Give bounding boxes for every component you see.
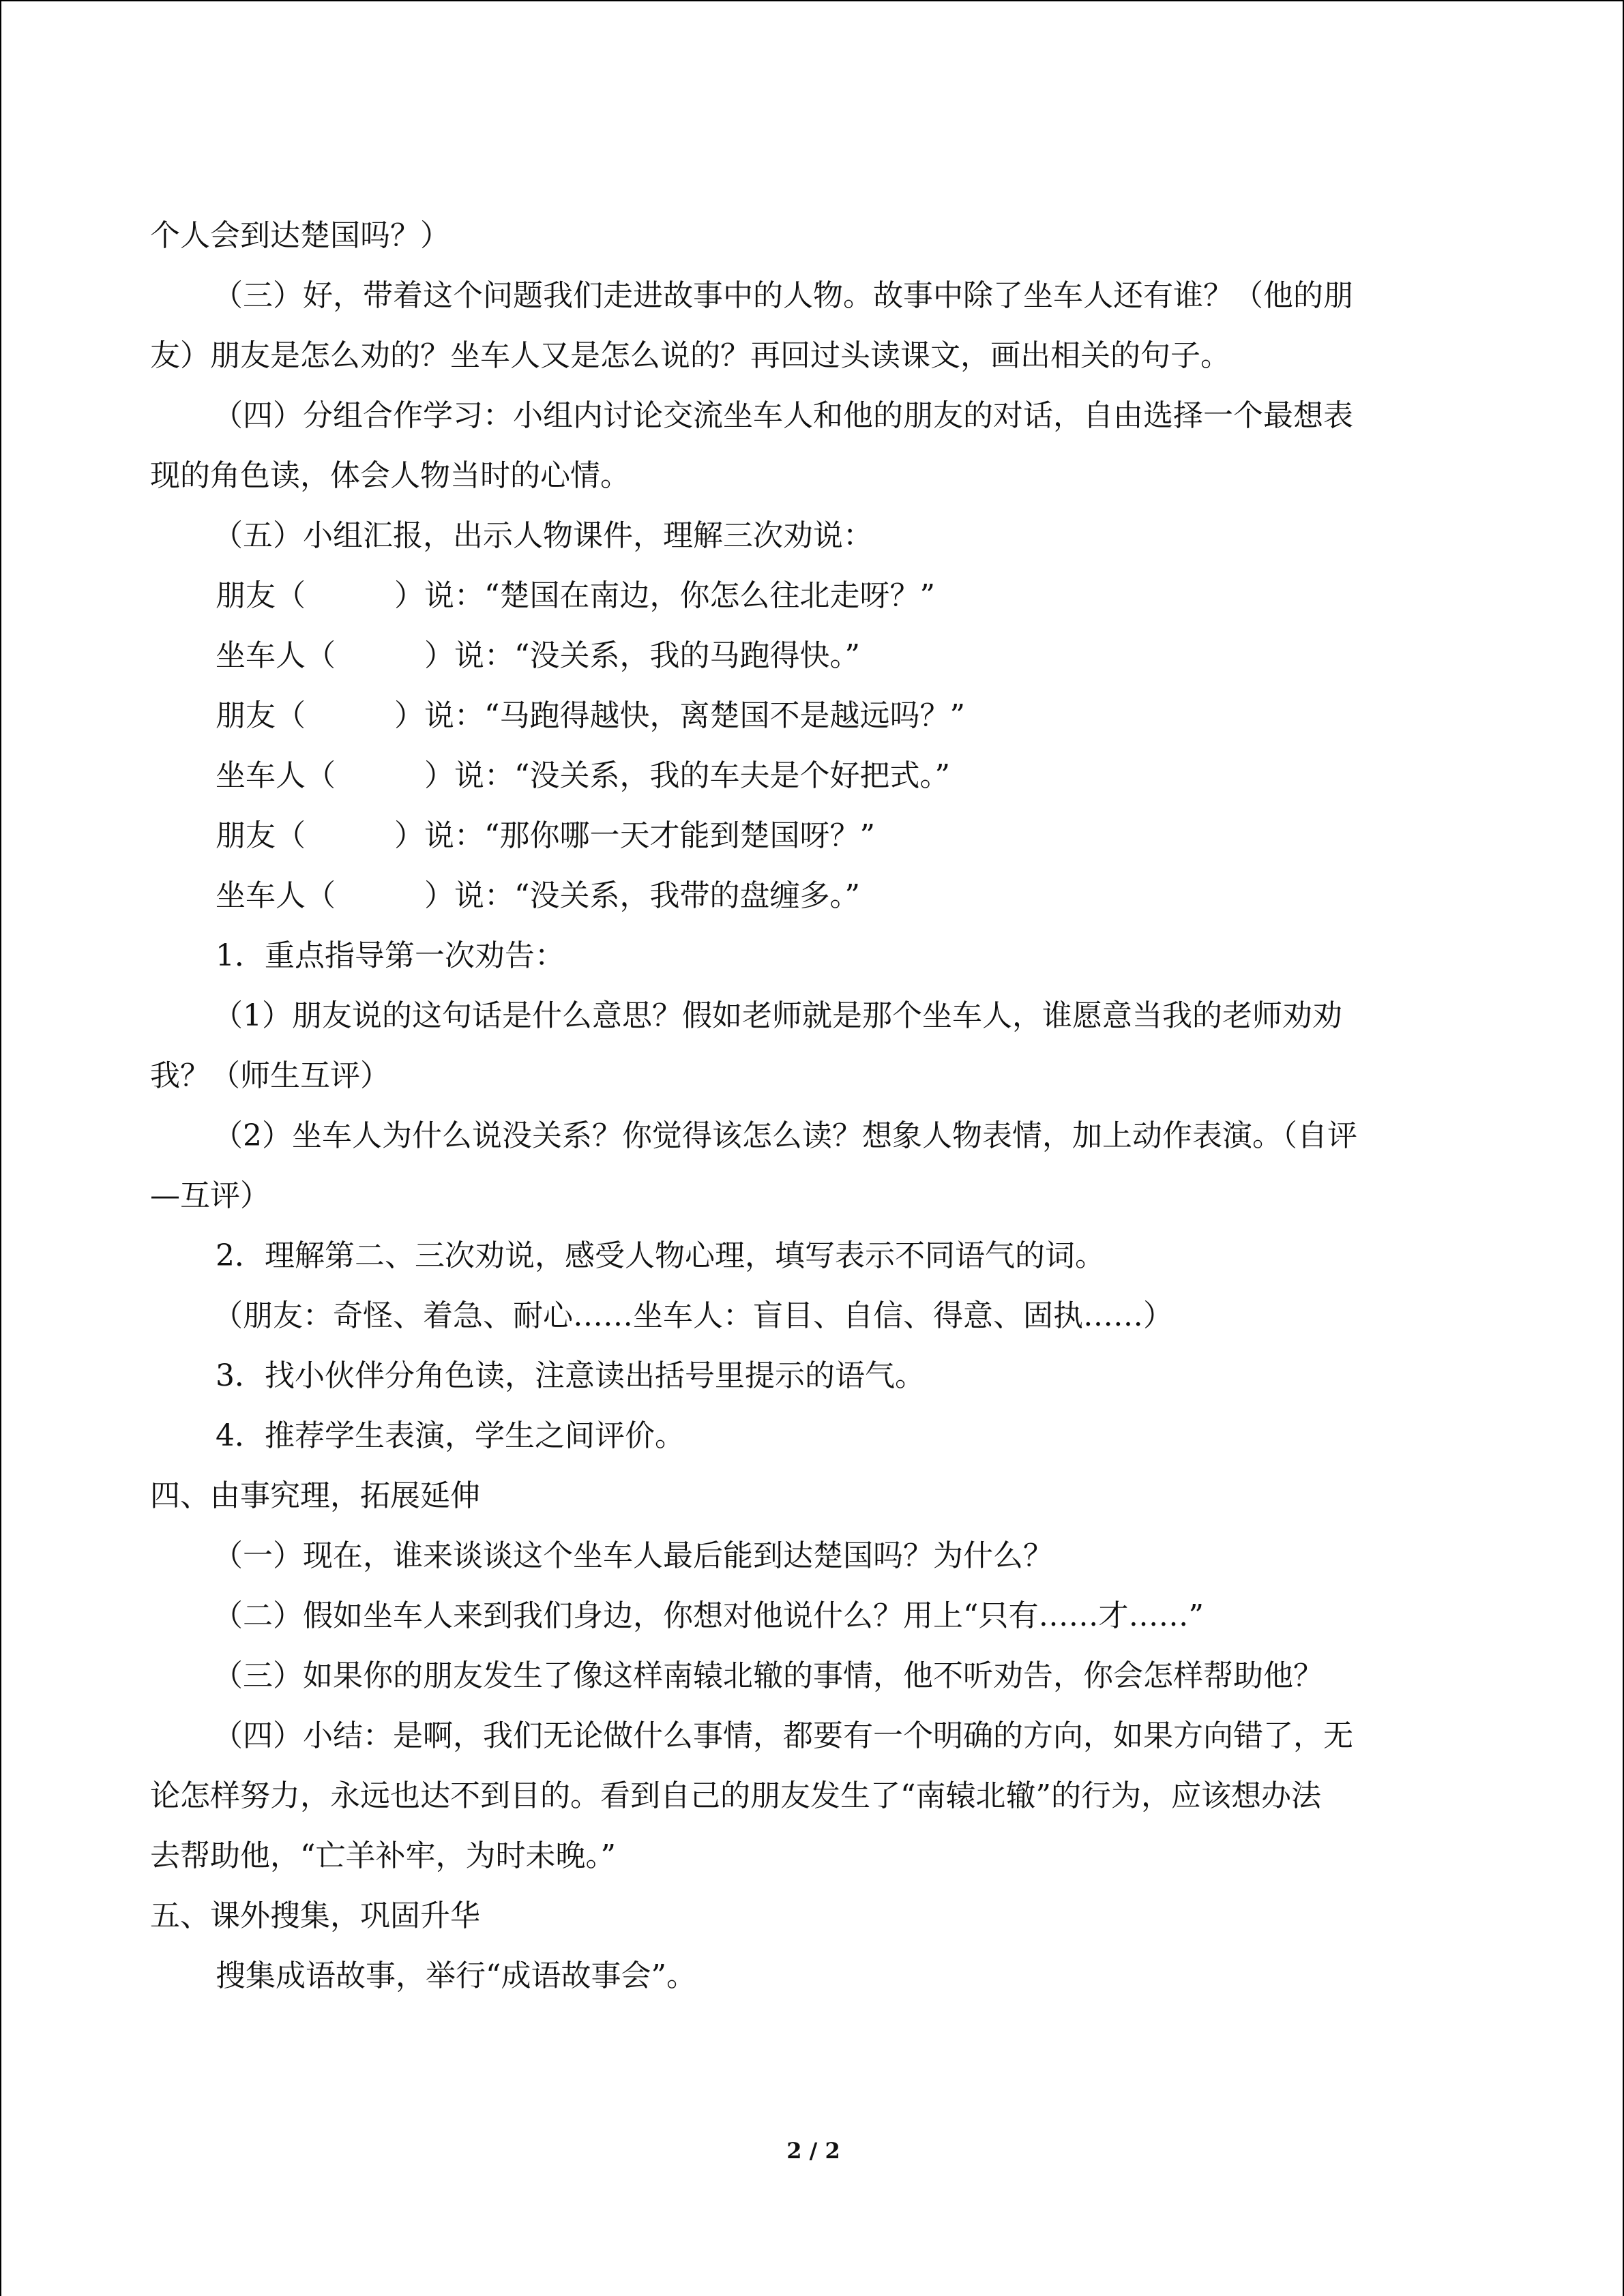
blank-open: （ [306, 638, 336, 673]
dialogue-quote: “马跑得越快，离楚国不是越远吗？” [484, 698, 965, 733]
text-line: （朋友：奇怪、着急、耐心……坐车人：盲目、自信、得意、固执……） [213, 1298, 1173, 1333]
text-line: （2）坐车人为什么说没关系？你觉得该怎么读？想象人物表情，加上动作表演。（自评 [213, 1118, 1357, 1153]
text-line: 论怎样努力，永远也达不到目的。看到自己的朋友发生了“南辕北辙”的行为，应该想办法 [150, 1778, 1321, 1813]
dialogue-line [150, 686, 1458, 746]
text-line: 友）朋友是怎么劝的？坐车人又是怎么说的？再回过头读课文，画出相关的句子。 [150, 338, 1230, 373]
blank-close: ）说： [394, 698, 484, 733]
text-line: （1）朋友说的这句话是什么意思？假如老师就是那个坐车人，谁愿意当我的老师劝劝 [213, 998, 1342, 1033]
text-line: 我？（师生互评） [150, 1058, 390, 1093]
dialogue-quote: “没关系，我的马跑得快。” [514, 638, 860, 673]
dialogue-quote: “楚国在南边，你怎么往北走呀？” [484, 578, 935, 613]
dialogue-speaker: 朋友 [216, 698, 276, 733]
text-line: （一）现在，谁来谈谈这个坐车人最后能到达楚国吗？为什么？ [213, 1538, 1053, 1573]
dialogue-line [150, 566, 1458, 626]
dialogue-speaker: 朋友 [216, 818, 276, 853]
blank-open: （ [276, 818, 306, 853]
blank-close: ）说： [394, 818, 484, 853]
text-line: （三）如果你的朋友发生了像这样南辕北辙的事情，他不听劝告，你会怎样帮助他？ [213, 1658, 1323, 1693]
text-line: 1．重点指导第一次劝告： [216, 938, 565, 973]
section-heading: 四、由事究理，拓展延伸 [150, 1478, 480, 1513]
dialogue-line [150, 626, 1458, 686]
blank-open: （ [276, 698, 306, 733]
text-line: 3．找小伙伴分角色读，注意读出括号里提示的语气。 [216, 1358, 925, 1393]
blank-open: （ [306, 758, 336, 793]
section-heading: 五、课外搜集，巩固升华 [150, 1898, 480, 1933]
text-line: 搜集成语故事，举行“成语故事会”。 [216, 1958, 696, 1993]
dialogue-speaker: 朋友 [216, 578, 276, 613]
text-line: 个人会到达楚国吗？） [150, 218, 450, 253]
blank-close: ）说： [424, 638, 514, 673]
text-line: 去帮助他，“亡羊补牢，为时未晚。” [150, 1838, 616, 1873]
text-line: （四）分组合作学习：小组内讨论交流坐车人和他的朋友的对话，自由选择一个最想表 [213, 398, 1353, 433]
blank-close: ）说： [424, 758, 514, 793]
text-line: —互评） [150, 1178, 270, 1213]
text-line: （四）小结：是啊，我们无论做什么事情，都要有一个明确的方向，如果方向错了，无 [213, 1718, 1353, 1753]
blank-close: ）说： [424, 878, 514, 913]
text-line: （二）假如坐车人来到我们身边，你想对他说什么？用上“只有……才……” [213, 1598, 1204, 1633]
dialogue-quote: “那你哪一天才能到楚国呀？” [484, 818, 875, 853]
dialogue-line [150, 806, 1458, 866]
dialogue-quote: “没关系，我的车夫是个好把式。” [514, 758, 950, 793]
dialogue-speaker: 坐车人 [216, 758, 306, 793]
blank-open: （ [276, 578, 306, 613]
text-line: 现的角色读，体会人物当时的心情。 [150, 458, 630, 493]
text-line: （三）好，带着这个问题我们走进故事中的人物。故事中除了坐车人还有谁？（他的朋 [213, 278, 1353, 313]
dialogue-quote: “没关系，我带的盘缠多。” [514, 878, 860, 913]
text-line: 4．推荐学生表演，学生之间评价。 [216, 1418, 685, 1453]
dialogue-speaker: 坐车人 [216, 638, 306, 673]
page-number: 2 / 2 [786, 2138, 840, 2164]
document-body [150, 206, 1458, 2006]
dialogue-line [150, 866, 1458, 926]
dialogue-speaker: 坐车人 [216, 878, 306, 913]
text-line: 2．理解第二、三次劝说，感受人物心理，填写表示不同语气的词。 [216, 1238, 1105, 1273]
text-line: （五）小组汇报，出示人物课件，理解三次劝说： [213, 518, 873, 553]
blank-open: （ [306, 878, 336, 913]
blank-close: ）说： [394, 578, 484, 613]
dialogue-line [150, 746, 1458, 806]
